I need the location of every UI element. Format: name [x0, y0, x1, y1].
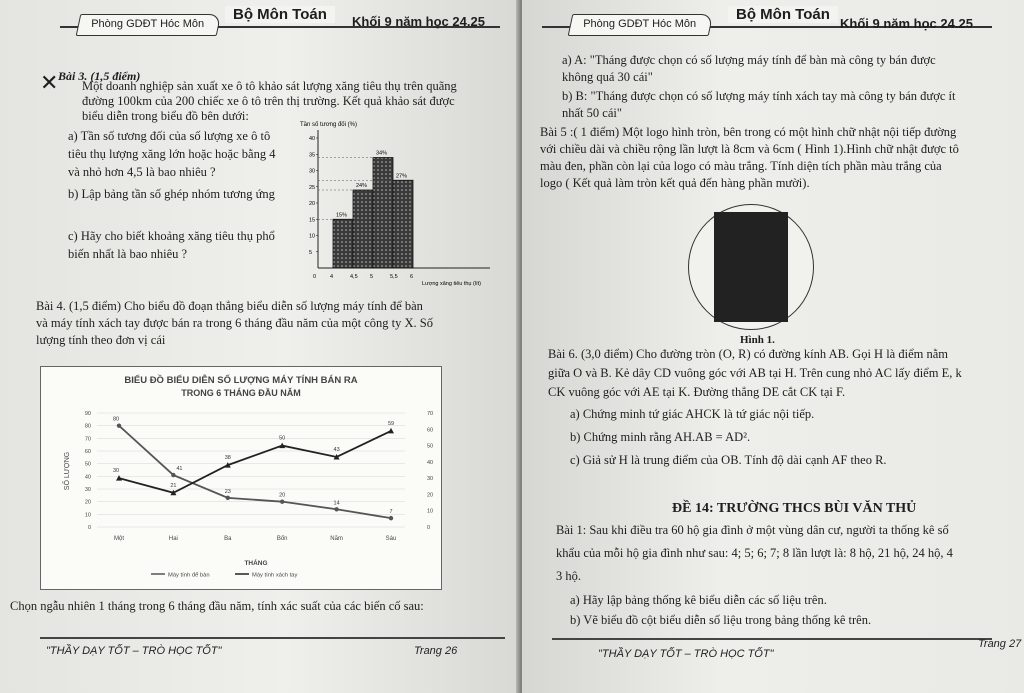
- bar-value-label: 34%: [376, 150, 388, 157]
- bai6-line-2: giữa O và B. Kẻ dây CD vuông góc với AB tại H. Trên cung nhỏ AC lấy điểm E, k: [548, 366, 962, 380]
- histogram-bar: [373, 158, 393, 269]
- data-label: 23: [224, 488, 231, 495]
- bai3-line-3: biểu diễn trong biểu đồ bên dưới:: [82, 109, 249, 123]
- dept-label: Phòng GDĐT Hóc Môn: [91, 18, 205, 30]
- x-tick-label: 6: [410, 274, 414, 280]
- left-y-tick-label: 80: [84, 423, 91, 430]
- left-y-tick-label: 60: [84, 449, 91, 455]
- series-point: [280, 499, 284, 503]
- bai3-a-line-2: tiêu thụ lượng xăng lớn hoặc hoặc bằng 4: [68, 147, 276, 161]
- data-label: 59: [387, 420, 395, 427]
- left-y-tick-label: 50: [84, 461, 91, 468]
- y-tick-label: 15: [309, 217, 316, 224]
- bai3-c-line-2: biến nhất là bao nhiêu ?: [68, 247, 188, 261]
- bai6-item-a: a) Chứng minh tứ giác AHCK là tứ giác nội tiếp.: [570, 407, 815, 421]
- right-page: [522, 0, 1024, 693]
- bai1-line-2: khẩu của mỗi hộ gia đình như sau: 4; 5; 6; 7; 8 lần lượt là: 8 hộ, 21 hộ, 24 hộ, 4: [556, 546, 953, 560]
- left-y-tick-label: 0: [87, 525, 91, 531]
- bar-value-label: 27%: [396, 173, 408, 180]
- bai4-line-3: lượng tính theo đơn vị cái: [36, 333, 166, 347]
- x-tick-label: 5: [370, 274, 374, 280]
- right-y-tick-label: 60: [427, 427, 434, 434]
- bai5-line-1: Bài 5 :( 1 điểm) Một logo hình tròn, bên trong có một hình chữ nhật nội tiếp đường: [540, 125, 957, 139]
- figure-caption: Hình 1.: [740, 334, 775, 346]
- x-tick-label: Một: [113, 536, 125, 542]
- footer-slogan: "THẦY DẠY TỐT – TRÒ HỌC TỐT": [598, 648, 774, 660]
- right-header: [542, 6, 992, 38]
- left-y-tick-label: 10: [84, 512, 91, 519]
- left-y-tick-label: 90: [84, 411, 91, 417]
- footer-rule: [40, 637, 505, 639]
- bai3-a-line-3: và nhỏ hơn 4,5 là bao nhiêu ?: [68, 165, 216, 179]
- footer-rule: [552, 638, 992, 640]
- bai3-line-2: đường 100km của 200 chiếc xe ô tô trên thị trường. Kết quả khảo sát được: [82, 94, 455, 108]
- x-axis-label: Lượng xăng tiêu thụ (lít): [422, 281, 481, 287]
- right-y-tick-label: 0: [427, 525, 431, 531]
- bai1-line-3: 3 hộ.: [556, 569, 581, 583]
- data-label: 21: [170, 482, 177, 489]
- y-tick-label: 40: [309, 136, 316, 142]
- x-tick-label: Năm: [330, 536, 343, 542]
- bai3-a-line-1: a) Tần số tương đối của số lượng xe ô tô: [68, 129, 271, 143]
- series-point: [117, 423, 121, 427]
- bai4-line-1: Bài 4. (1,5 điểm) Cho biểu đồ đoạn thẳng biểu diễn số lượng máy tính để bàn: [36, 299, 423, 313]
- bai4-b-line-2: nhất 50 cái": [562, 106, 622, 120]
- bai4-a-line-2: không quá 30 cái": [562, 70, 653, 84]
- sales-line-chart-frame: [40, 366, 442, 590]
- y-axis-label: SỐ LƯỢNG: [64, 451, 71, 491]
- bai4-a-line-1: a) A: "Tháng được chọn có số lượng máy tính để bàn mà công ty bán được: [562, 53, 936, 67]
- bai1-line-1: Bài 1: Sau khi điều tra 60 hộ gia đình ở một vùng dân cư, người ta thống kê số: [556, 523, 949, 537]
- handwritten-x-mark: ✕: [40, 70, 59, 95]
- chart-title: BIỂU ĐỒ BIỂU DIỄN SỐ LƯỢNG MÁY TÍNH BÁN RA: [124, 375, 358, 386]
- data-label: 80: [112, 416, 120, 423]
- fuel-histogram-chart: [296, 120, 496, 290]
- data-label: 43: [333, 446, 340, 453]
- left-y-tick-label: 30: [84, 487, 91, 493]
- left-y-tick-label: 20: [84, 499, 91, 506]
- right-y-tick-label: 70: [427, 411, 434, 417]
- y-tick-label: 30: [309, 168, 316, 175]
- x-tick-label: 0: [313, 274, 317, 280]
- right-y-tick-label: 40: [427, 459, 434, 466]
- y-tick-label: 5: [309, 249, 313, 256]
- data-label: 38: [224, 455, 231, 462]
- footer-slogan: "THẦY DẠY TỐT – TRÒ HỌC TỐT": [46, 645, 222, 657]
- x-tick-label: 5,5: [390, 274, 398, 280]
- right-y-tick-label: 20: [427, 492, 434, 499]
- left-header: [60, 6, 500, 38]
- dept-label: Phòng GDĐT Hóc Môn: [583, 18, 697, 30]
- histogram-bar: [393, 180, 413, 268]
- series-point: [388, 428, 394, 434]
- right-y-tick-label: 50: [427, 443, 434, 450]
- bai3-line-1: Một doanh nghiệp sản xuất xe ô tô khảo sát lượng xăng tiêu thụ trên quãng: [82, 79, 457, 93]
- logo-black-rectangle: [714, 212, 788, 322]
- bai1-item-b: b) Vẽ biểu đồ cột biểu diễn số liệu trong bảng thống kê trên.: [570, 613, 872, 627]
- grade-label: Khối 9 năm học 24.25: [352, 14, 485, 29]
- bai5-line-3: màu đen, phần còn lại của logo có màu trắng. Tính diện tích phần màu trắng của: [540, 159, 942, 173]
- data-label: 7: [389, 509, 393, 516]
- bai6-item-c: c) Giả sử H là trung điểm của OB. Tính độ dài cạnh AF theo R.: [570, 453, 887, 467]
- bai4-question: Chọn ngẫu nhiên 1 tháng trong 6 tháng đầu năm, tính xác suất của các biến cố sau:: [10, 599, 424, 613]
- page-number: Trang 27: [978, 638, 1022, 650]
- x-tick-label: Bốn: [276, 536, 288, 542]
- dept-tag: [76, 14, 222, 36]
- x-tick-label: Sáu: [385, 536, 397, 542]
- data-label: 50: [279, 435, 286, 442]
- left-y-tick-label: 70: [84, 436, 91, 443]
- x-axis-label: THÁNG: [244, 560, 268, 567]
- bai6-line-3: CK vuông góc với AE tại K. Đường thẳng DE cắt CK tại F.: [548, 385, 846, 399]
- data-label: 14: [333, 500, 340, 507]
- bai6-line-1: Bài 6. (3,0 điểm) Cho đường tròn (O, R) có đường kính AB. Gọi H là điểm nằm: [548, 347, 948, 361]
- bai3-title: Bài 3. (1,5 điểm): [58, 69, 141, 83]
- histogram-bar: [353, 190, 373, 268]
- y-tick-label: 20: [309, 201, 316, 207]
- bai5-line-4: logo ( Kết quả làm tròn kết quả đến hàng phần mười).: [540, 176, 810, 190]
- y-tick-label: 35: [309, 152, 316, 159]
- x-tick-label: 4,5: [350, 274, 358, 280]
- right-y-tick-label: 30: [427, 476, 434, 483]
- chart-subtitle: TRONG 6 THÁNG ĐẦU NĂM: [181, 388, 301, 398]
- series-point: [171, 473, 175, 477]
- left-y-tick-label: 40: [84, 474, 91, 481]
- y-tick-label: 25: [309, 184, 316, 191]
- y-tick-label: 10: [309, 233, 316, 240]
- bai4-b-line-1: b) B: "Tháng được chọn có số lượng máy tính xách tay mà công ty bán được ít: [562, 89, 956, 103]
- series-line: [119, 426, 391, 518]
- dept-tag: [568, 14, 714, 36]
- histogram-bar: [333, 219, 353, 268]
- bai5-line-2: với chiều dài và chiều rộng lần lượt là 8cm và 6cm ( Hình 1).Hình chữ nhật được tô: [540, 142, 959, 156]
- right-y-tick-label: 10: [427, 508, 434, 515]
- legend-label: Máy tính xách tay: [252, 572, 298, 579]
- sales-line-chart: [41, 367, 441, 589]
- de14-heading: ĐỀ 14: TRƯỜNG THCS BÙI VĂN THỦ: [672, 501, 917, 516]
- data-label: 41: [176, 466, 183, 473]
- subject-label: Bộ Môn Toán: [225, 6, 335, 23]
- series-point: [334, 507, 338, 511]
- bai3-c-line-1: c) Hãy cho biết khoảng xăng tiêu thụ phổ: [68, 229, 275, 243]
- data-label: 30: [112, 468, 120, 475]
- x-tick-label: 4: [330, 274, 334, 280]
- bai4-line-2: và máy tính xách tay được bán ra trong 6 tháng đầu năm của một công ty X. Số: [36, 316, 433, 330]
- x-tick-label: Ba: [224, 536, 232, 542]
- bai1-item-a: a) Hãy lập bảng thống kê biểu diễn các số liệu trên.: [570, 593, 827, 607]
- grade-label: Khối 9 năm học 24.25: [840, 16, 973, 31]
- bai3-b: b) Lập bảng tần số ghép nhóm tương ứng: [68, 187, 275, 201]
- subject-label: Bộ Môn Toán: [728, 6, 838, 23]
- series-point: [226, 496, 230, 500]
- series-point: [389, 516, 393, 520]
- data-label: 20: [279, 492, 286, 499]
- legend-label: Máy tính để bàn: [168, 572, 210, 579]
- x-tick-label: Hai: [168, 536, 178, 542]
- bar-value-label: 15%: [336, 212, 348, 219]
- page-number: Trang 26: [414, 645, 458, 657]
- y-axis-label: Tần số tương đối (%): [300, 122, 357, 128]
- bar-value-label: 24%: [356, 183, 368, 189]
- bai6-item-b: b) Chứng minh rằng AH.AB = AD².: [570, 430, 751, 444]
